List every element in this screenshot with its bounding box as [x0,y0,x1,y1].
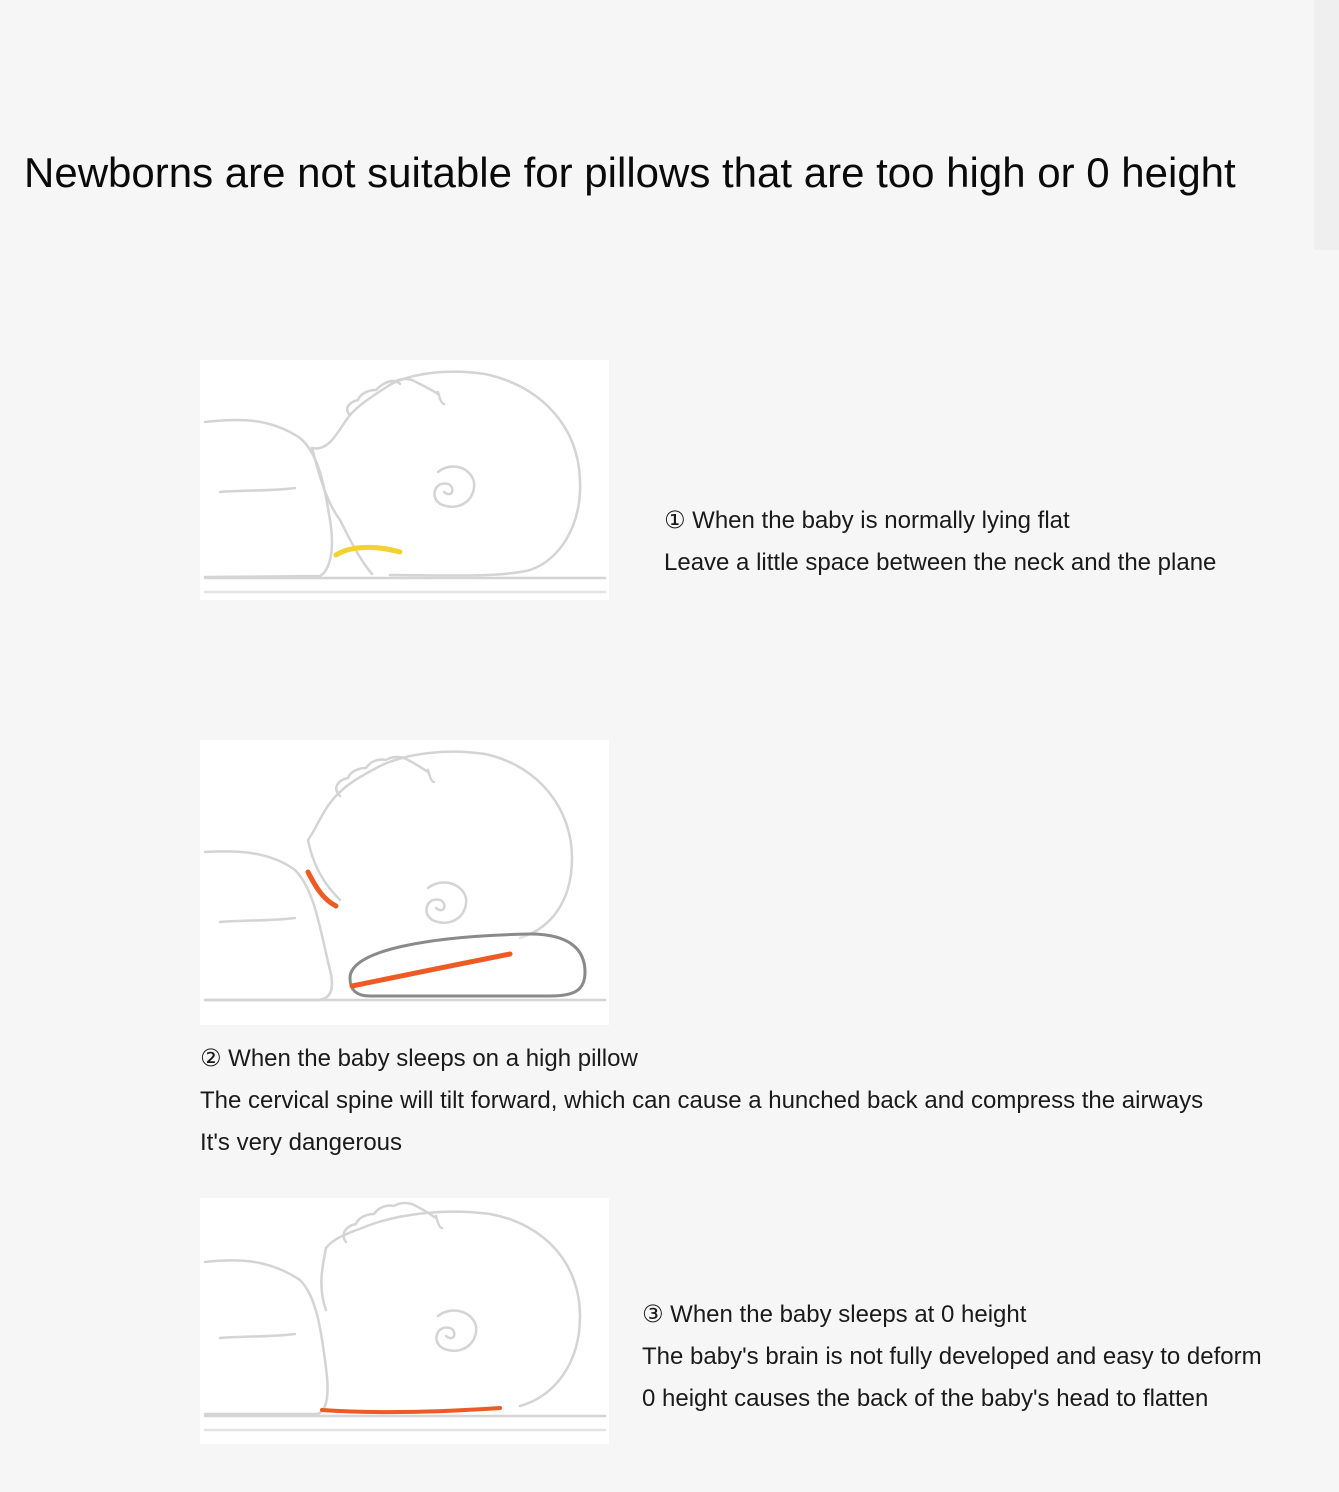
caption-line: The cervical spine will tilt forward, which can cause a hunched back and compress the airways [200,1087,1204,1114]
baby-normal-drawing [200,360,609,600]
edge-strip [1314,0,1339,250]
baby-high-pillow-drawing [200,740,609,1025]
caption-heading: ① When the baby is normally lying flat [664,507,1070,534]
illustration-high-pillow [200,740,609,1025]
illustration-zero-height [200,1198,609,1444]
caption-line: 0 height causes the back of the baby's head to flatten [642,1385,1209,1412]
caption-line: It's very dangerous [200,1129,403,1156]
page-title: Newborns are not suitable for pillows that are too high or 0 height [24,149,1236,196]
caption-high-pillow [200,1038,1203,1164]
caption-heading: ② When the baby sleeps on a high pillow [200,1045,638,1072]
caption-line: Leave a little space between the neck and the plane [664,549,1217,576]
caption-zero-height [642,1294,1262,1420]
caption-heading: ③ When the baby sleeps at 0 height [642,1301,1027,1328]
baby-zero-height-drawing [200,1198,609,1444]
caption-line: The baby's brain is not fully developed and easy to deform [642,1343,1262,1370]
caption-normal-lying [664,500,1216,584]
illustration-normal-lying [200,360,609,600]
